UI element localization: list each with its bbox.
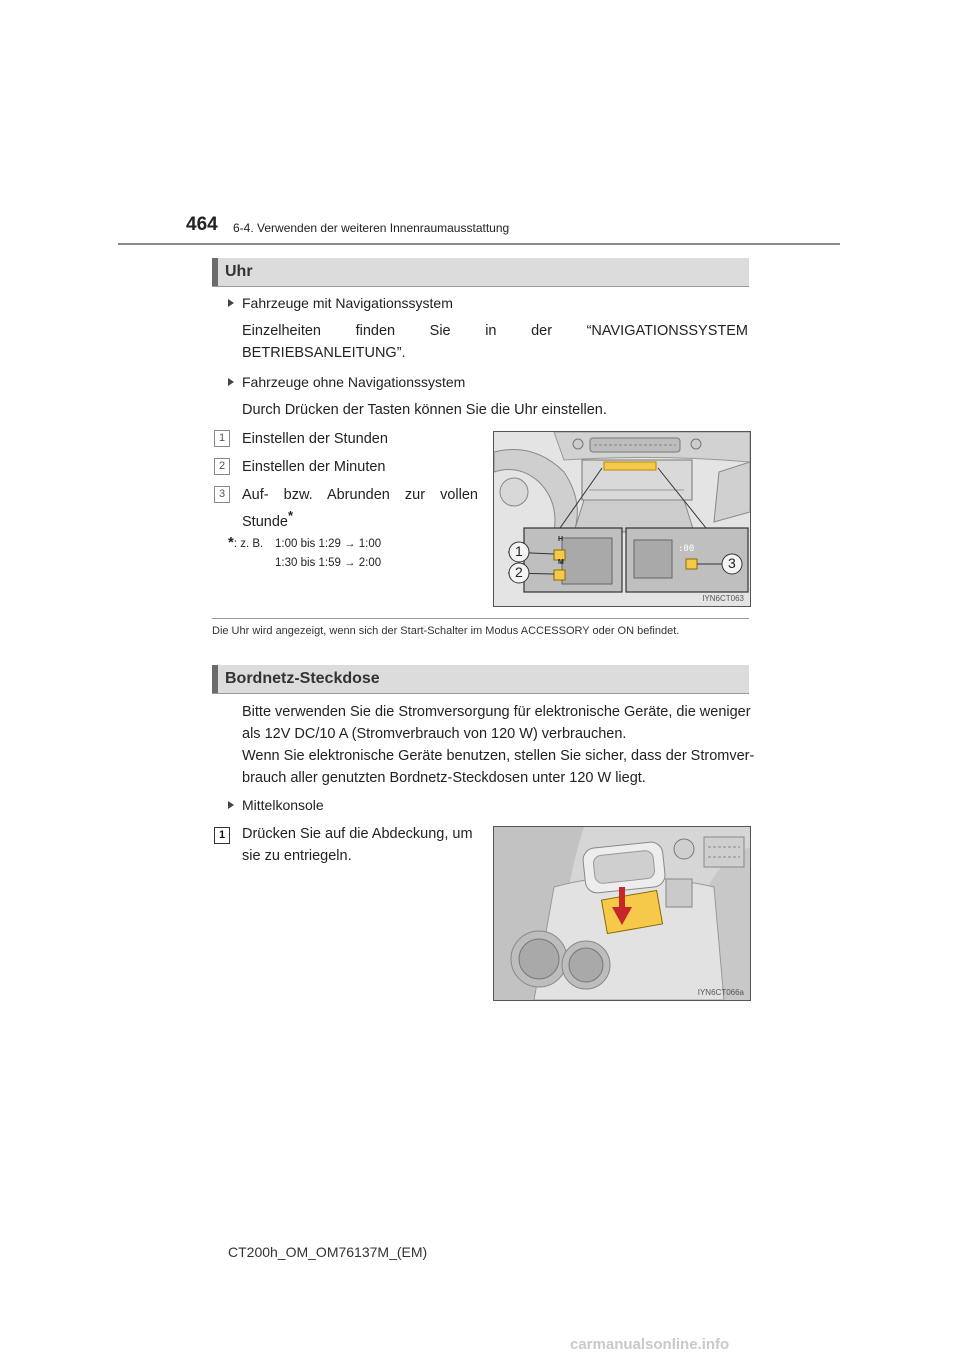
- footnote: [228, 534, 263, 553]
- footnote-line2: 1:30 bis 1:59 → 2:00: [275, 557, 382, 569]
- header-divider: [118, 243, 840, 245]
- clock-illustration: [494, 432, 750, 606]
- watermark: carmanualsonline.info: [570, 1336, 730, 1353]
- callout-3: 3: [728, 555, 736, 571]
- step-text-3-word: Stunde: [242, 513, 288, 530]
- footnote-asterisk: *: [228, 534, 234, 551]
- clock-buttons-figure: [493, 431, 751, 607]
- socket-step-line1: Drücken Sie auf die Abdeckung, um: [242, 826, 473, 842]
- nav-text-line2: BETRIEBSANLEITUNG”.: [242, 345, 406, 361]
- bullet-without-navigation: [228, 374, 465, 390]
- bullet-label: Fahrzeuge mit Navigationssystem: [242, 295, 453, 311]
- asterisk-marker: *: [287, 508, 294, 523]
- triangle-bullet-icon: [228, 299, 234, 307]
- bullet-with-navigation: [228, 295, 453, 311]
- nav-text-line1: Einzelheiten finden Sie in der “NAVIGATIONSSYSTEM: [242, 323, 748, 339]
- heading-accent-bar: [212, 258, 218, 286]
- clock-note: Die Uhr wird angezeigt, wenn sich der Start-Schalter im Modus ACCESSORY oder ON befindet.: [212, 625, 680, 637]
- heading-accent-bar: [212, 665, 218, 693]
- page-number: 464: [186, 214, 218, 235]
- triangle-bullet-icon: [228, 378, 234, 386]
- step-number-1: 1: [214, 430, 230, 447]
- footnote-line1: 1:00 bis 1:29 → 1:00: [275, 538, 382, 550]
- button-h-label: H: [558, 536, 564, 543]
- socket-para1-line1: Bitte verwenden Sie die Stromversorgung für elektronische Geräte, die weniger: [242, 704, 751, 720]
- step-number-2: 2: [214, 458, 230, 475]
- socket-para1-line2: als 12V DC/10 A (Stromverbrauch von 120 W) verbrauchen.: [242, 726, 627, 742]
- socket-para2-line1: Wenn Sie elektronische Geräte benutzen, stellen Sie sicher, dass der Stromver-: [242, 748, 755, 764]
- callout-2: 2: [515, 564, 523, 580]
- button-m-label: M: [558, 559, 564, 566]
- triangle-bullet-icon: [228, 801, 234, 809]
- step-text-3-line1: Auf- bzw. Abrunden zur vollen: [242, 487, 478, 503]
- note-divider: [212, 618, 749, 619]
- section-heading-power-outlet: [212, 665, 749, 694]
- footnote-prefix: : z. B.: [233, 538, 264, 550]
- figure-code: IYN6CT063: [702, 594, 744, 603]
- step-number-socket: 1: [214, 827, 230, 844]
- callout-1: 1: [515, 543, 523, 559]
- figure-code: IYN6CT066a: [697, 988, 744, 997]
- bullet-label: Mittelkonsole: [242, 797, 324, 813]
- no-nav-text: Durch Drücken der Tasten können Sie die Uhr einstellen.: [242, 402, 607, 418]
- step-number-3: 3: [214, 486, 230, 503]
- bullet-center-console: [228, 797, 324, 813]
- socket-para2-line2: brauch aller genutzten Bordnetz-Steckdosen unter 120 W liegt.: [242, 770, 646, 786]
- center-console-figure: [493, 826, 751, 1001]
- bullet-label: Fahrzeuge ohne Navigationssystem: [242, 374, 466, 390]
- document-id: CT200h_OM_OM76137M_(EM): [228, 1244, 428, 1260]
- step-text-3-line2: [242, 505, 293, 533]
- section-title: Bordnetz-Steckdose: [225, 670, 380, 687]
- console-illustration: [494, 827, 750, 1000]
- section-title: Uhr: [225, 263, 253, 280]
- step-text-1: Einstellen der Stunden: [242, 431, 388, 447]
- clock-display-readout: :00: [678, 544, 695, 554]
- step-text-2: Einstellen der Minuten: [242, 459, 386, 475]
- chapter-title: 6-4. Verwenden der weiteren Innenraumausstattung: [233, 221, 510, 235]
- section-heading-clock: [212, 258, 749, 287]
- socket-step-line2: sie zu entriegeln.: [242, 848, 352, 864]
